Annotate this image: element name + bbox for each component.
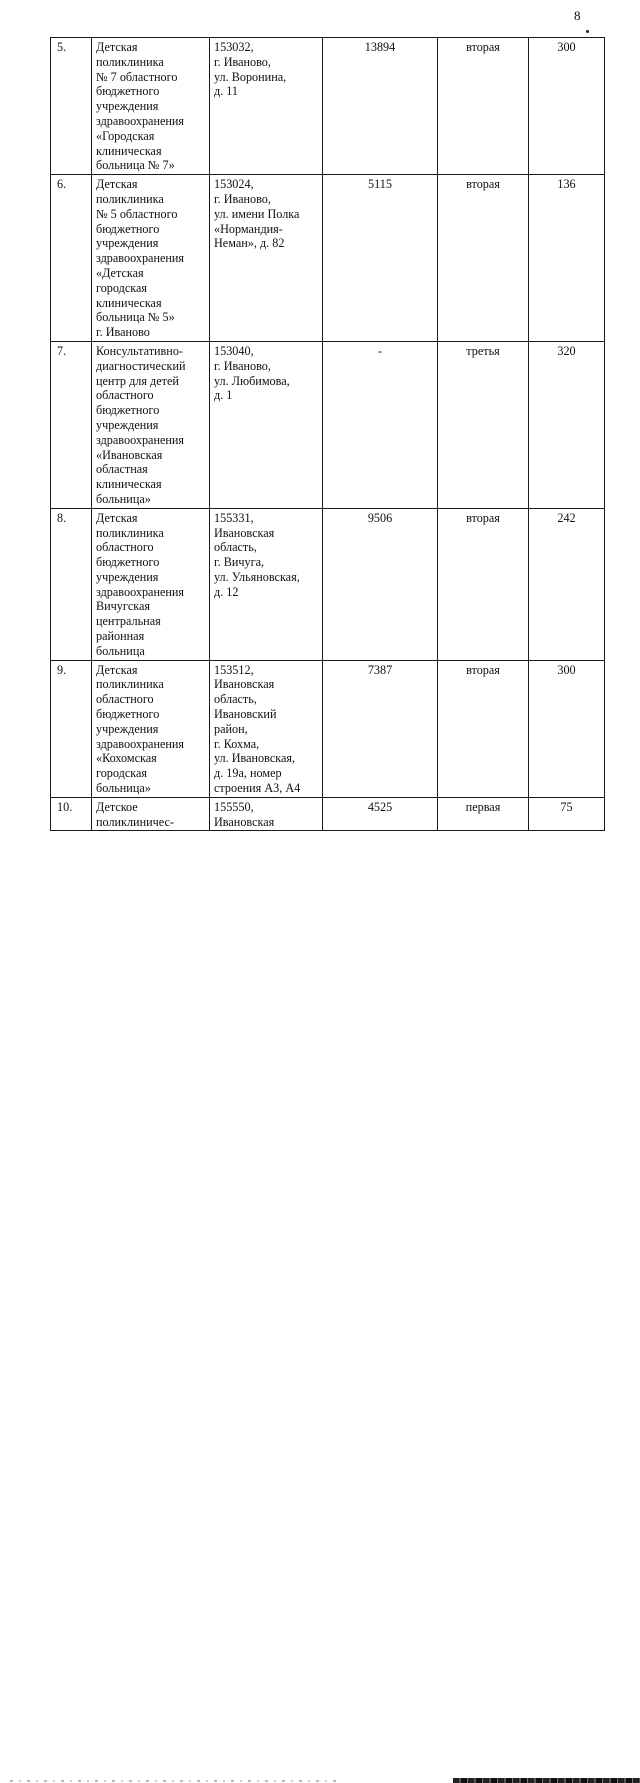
facility-address <box>210 175 323 342</box>
category: первая <box>438 797 529 831</box>
facility-name-line: центр для детей <box>96 373 179 388</box>
facility-name-line: «Детская <box>96 265 144 280</box>
capacity-value: 300 <box>529 38 605 175</box>
facility-name-line: Консультативно- <box>96 343 183 358</box>
facility-address-line: г. Иваново, <box>214 358 271 373</box>
capacity-value: 300 <box>529 660 605 797</box>
facility-address-line: район, <box>214 721 248 736</box>
facility-name <box>92 508 210 660</box>
row-number: 10. <box>51 797 92 831</box>
facility-address-line: Ивановский <box>214 707 277 722</box>
facility-name-line: районная <box>96 629 145 644</box>
facility-name-line: Детская <box>96 177 138 192</box>
facility-address-line: ул. имени Полка <box>214 206 300 221</box>
scan-artifact <box>0 889 640 895</box>
population-count: 9506 <box>323 508 438 660</box>
facility-name-line: Детская <box>96 40 138 54</box>
facility-name-line: № 5 областного <box>96 206 178 221</box>
facility-name-line: поликлиника <box>96 191 164 206</box>
facility-name <box>92 660 210 797</box>
facility-address <box>210 341 323 508</box>
facility-name-line: Детская <box>96 510 138 525</box>
facility-name-line: № 7 областного <box>96 69 178 84</box>
facility-address-line: д. 19а, номер <box>214 766 282 781</box>
scan-noise-left <box>10 1780 340 1782</box>
facility-name-line: здравоохранения <box>96 113 185 128</box>
facility-name-line: поликлиника <box>96 677 164 692</box>
facility-address <box>210 660 323 797</box>
facility-name-line: поликлиника <box>96 525 164 540</box>
facility-address-line: 155550, <box>214 799 254 814</box>
table-row <box>51 341 605 508</box>
facility-name-line: больница» <box>96 781 151 796</box>
row-number: 8. <box>51 508 92 660</box>
table-row <box>51 38 605 175</box>
facility-name-line: диагностический <box>96 358 186 373</box>
page-number: 8 <box>574 8 581 23</box>
facility-name-line: больница № 7» <box>96 158 175 173</box>
facility-name-line: областная <box>96 462 148 477</box>
facility-name-line: городская <box>96 766 147 781</box>
population-count: 7387 <box>323 660 438 797</box>
facility-name <box>92 38 210 175</box>
facility-address-line: г. Иваново, <box>214 191 271 206</box>
facility-address-line: г. Вичуга, <box>214 555 265 570</box>
scan-noise-right <box>453 1778 640 1783</box>
facility-address-line: Ивановская <box>214 525 275 540</box>
facility-address <box>210 797 323 831</box>
facility-address-line: 155331, <box>214 510 254 525</box>
facility-address-line: г. Иваново, <box>214 54 271 69</box>
facility-name-line: учреждения <box>96 569 159 584</box>
facility-address-line: ул. Любимова, <box>214 373 290 388</box>
category: вторая <box>438 660 529 797</box>
facility-name-line: здравоохранения <box>96 251 185 266</box>
table-row <box>51 797 605 831</box>
facility-name-line: Вичугская <box>96 599 151 614</box>
facility-address-line: ул. Ульяновская, <box>214 569 300 584</box>
facility-name-line: областного <box>96 692 154 707</box>
facility-address-line: 153512, <box>214 662 254 677</box>
facility-name-line: бюджетного <box>96 707 160 722</box>
table-body <box>51 38 605 831</box>
facility-name-line: больница <box>96 643 145 658</box>
facility-name-line: бюджетного <box>96 555 160 570</box>
facility-name-line: учреждения <box>96 99 159 114</box>
facility-name-line: Детское <box>96 799 138 814</box>
facility-name-line: «Ивановская <box>96 447 163 462</box>
table-row <box>51 175 605 342</box>
facility-name-line: учреждения <box>96 417 159 432</box>
facility-address-line: 153032, <box>214 40 254 54</box>
facility-name-line: Детская <box>96 662 138 677</box>
facility-name-line: поликлиничес- <box>96 814 174 829</box>
facility-address-line: Неман», д. 82 <box>214 236 285 251</box>
table-row <box>51 508 605 660</box>
facility-name-line: центральная <box>96 614 161 629</box>
facility-name-line: здравоохранения <box>96 584 185 599</box>
facility-address <box>210 508 323 660</box>
facility-name-line: бюджетного <box>96 221 160 236</box>
row-number: 9. <box>51 660 92 797</box>
facility-name-line: городская <box>96 280 147 295</box>
facility-name-line: учреждения <box>96 721 159 736</box>
facility-name <box>92 341 210 508</box>
facility-address-line: ул. Ивановская, <box>214 751 296 766</box>
facility-name <box>92 797 210 831</box>
facility-address-line: область, <box>214 540 257 555</box>
row-number: 7. <box>51 341 92 508</box>
facility-address-line: Ивановская <box>214 814 275 829</box>
capacity-value: 242 <box>529 508 605 660</box>
facility-address-line: Ивановская <box>214 677 275 692</box>
category: вторая <box>438 175 529 342</box>
facility-address <box>210 38 323 175</box>
category: третья <box>438 341 529 508</box>
facility-address-line: 153024, <box>214 177 254 192</box>
facility-name-line: здравоохранения <box>96 432 185 447</box>
scan-dot <box>586 30 589 33</box>
facilities-table <box>50 37 605 831</box>
population-count: 13894 <box>323 38 438 175</box>
facility-address-line: область, <box>214 692 257 707</box>
facility-address-line: г. Кохма, <box>214 736 260 751</box>
category: вторая <box>438 38 529 175</box>
facility-name-line: областного <box>96 388 154 403</box>
facility-name-line: поликлиника <box>96 54 164 69</box>
capacity-value: 75 <box>529 797 605 831</box>
capacity-value: 136 <box>529 175 605 342</box>
facility-name-line: «Кохомская <box>96 751 157 766</box>
facility-name-line: бюджетного <box>96 84 160 99</box>
facility-address-line: «Нормандия- <box>214 221 283 236</box>
facility-name-line: клиническая <box>96 295 162 310</box>
facility-address-line: д. 12 <box>214 584 239 599</box>
facility-name <box>92 175 210 342</box>
facility-name-line: г. Иваново <box>96 325 150 340</box>
facility-name-line: здравоохранения <box>96 736 185 751</box>
facility-name-line: «Городская <box>96 128 155 143</box>
category: вторая <box>438 508 529 660</box>
capacity-value: 320 <box>529 341 605 508</box>
facility-name-line: больница № 5» <box>96 310 175 325</box>
facility-name-line: клиническая <box>96 143 162 158</box>
facility-address-line: д. 11 <box>214 84 239 99</box>
facility-name-line: больница» <box>96 491 151 506</box>
population-count: 4525 <box>323 797 438 831</box>
population-count: 5115 <box>323 175 438 342</box>
table-row <box>51 660 605 797</box>
facility-name-line: клиническая <box>96 477 162 492</box>
row-number: 6. <box>51 175 92 342</box>
facility-name-line: учреждения <box>96 236 159 251</box>
facility-address-line: 153040, <box>214 343 254 358</box>
row-number: 5. <box>51 38 92 175</box>
facility-address-line: ул. Воронина, <box>214 69 287 84</box>
facility-name-line: бюджетного <box>96 403 160 418</box>
population-count: - <box>323 341 438 508</box>
facility-address-line: строения А3, А4 <box>214 781 301 796</box>
facility-address-line: д. 1 <box>214 388 233 403</box>
facility-name-line: областного <box>96 540 154 555</box>
